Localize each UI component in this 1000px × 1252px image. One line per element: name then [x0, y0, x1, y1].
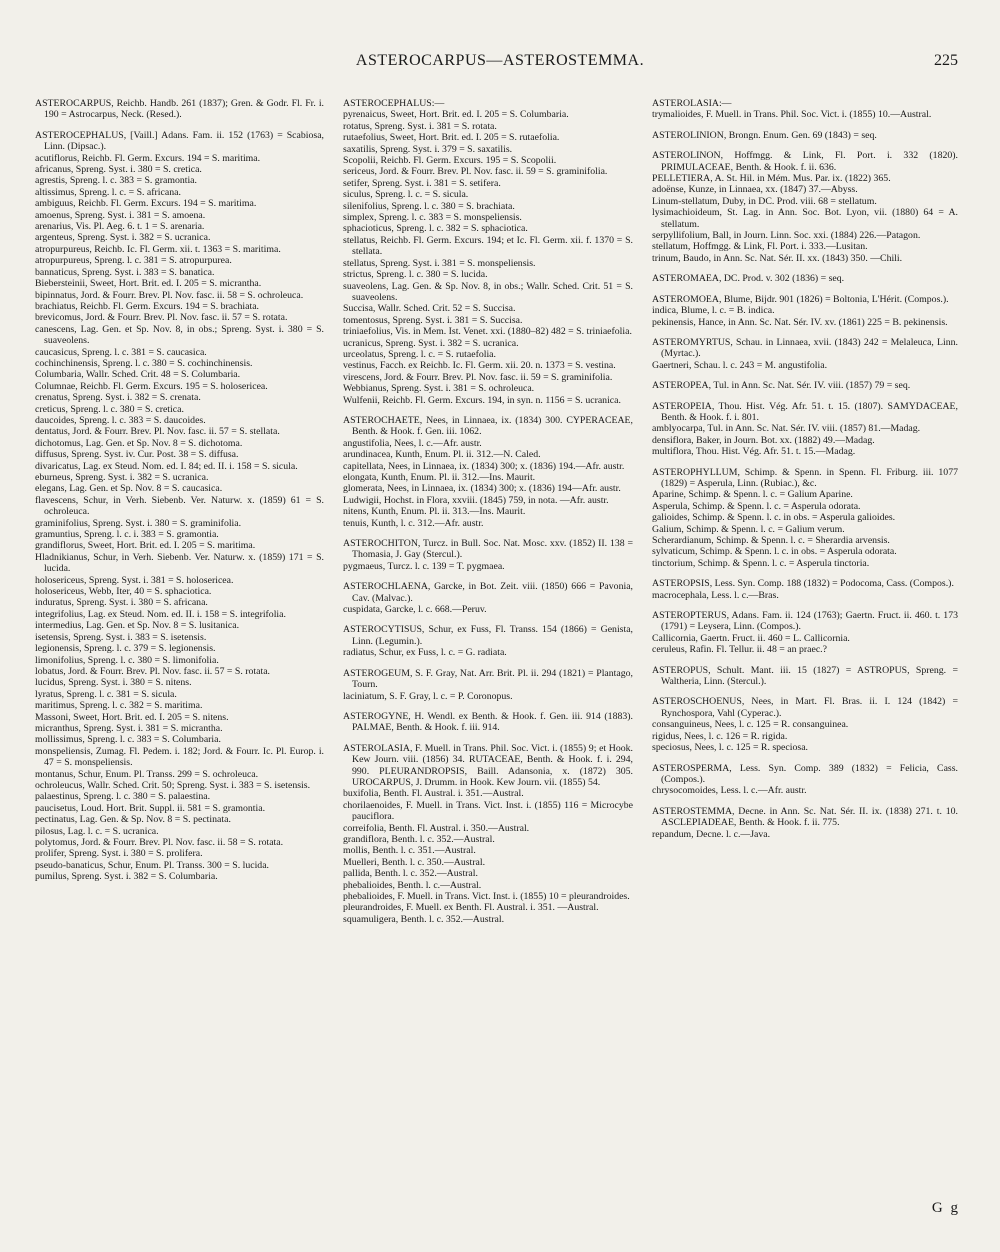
page-number: 225	[934, 52, 958, 69]
index-entry: glomerata, Nees, in Linnaea, ix. (1834) 300; x. (1836) 194—Afr. austr.	[343, 483, 621, 495]
index-entry: squamuligera, Benth. l. c. 352.—Austral.	[343, 913, 505, 925]
index-entry: agrestis, Spreng. l. c. 383 = S. gramontia.	[35, 175, 197, 187]
index-entry: ASTEROPSIS, Less. Syn. Comp. 188 (1832) = Podocoma, Cass. (Compos.).	[652, 578, 954, 590]
index-entry: bannaticus, Spreng. Syst. i. 383 = S. banatica.	[35, 266, 215, 278]
index-entry: Ludwigii, Hochst. in Flora, xxviii. (1845) 759, in nota. —Afr. austr.	[343, 494, 609, 506]
index-entry: cochinchinensis, Spreng. l. c. 380 = S. cochinchinensis.	[35, 357, 253, 369]
index-entry: rutaefolius, Sweet, Hort. Brit. ed. I. 205 = S. rutaefolia.	[343, 132, 560, 144]
index-entry: micranthus, Spreng. Syst. i. 381 = S. micrantha.	[35, 722, 223, 734]
index-entry: mollis, Benth. l. c. 351.—Austral.	[343, 845, 476, 857]
index-entry: grandiflorus, Sweet, Hort. Brit. ed. I. 205 = S. maritima.	[35, 540, 256, 552]
index-entry: altissimus, Spreng. l. c. = S. africana.	[35, 186, 181, 198]
index-entry: stellatus, Reichb. Fl. Germ. Excurs. 194; et Ic. Fl. Germ. xii. f. 1370 = S. stellata.	[343, 234, 633, 258]
index-entry: rotatus, Spreng. Syst. i. 381 = S. rotata.	[343, 120, 497, 132]
index-entry: induratus, Spreng. Syst. i. 380 = S. africana.	[35, 597, 208, 609]
index-entry: Wulfenii, Reichb. Fl. Germ. Excurs. 194, in syn. n. 1156 = S. ucranica.	[343, 394, 621, 406]
index-entry: paucisetus, Loud. Hort. Brit. Suppl. ii. 581 = S. gramontia.	[35, 802, 266, 814]
index-entry: ASTEROCHITON, Turcz. in Bull. Soc. Nat. Mosc. xxv. (1852) II. 138 = Thomasia, J. Gay (Stercul.).	[343, 538, 633, 561]
index-entry: pectinatus, Lag. Gen. & Sp. Nov. 8 = S. pectinata.	[35, 814, 231, 826]
index-entry: holosericeus, Spreng. Syst. i. 381 = S. holosericea.	[35, 574, 234, 586]
signature-mark: G g	[931, 1200, 960, 1216]
index-entry: Asperula, Schimp. & Spenn. l. c. = Asperula odorata.	[652, 500, 861, 512]
index-entry: ASTEROCHAETE, Nees, in Linnaea, ix. (1834) 300. CYPERACEAE, Benth. & Hook. f. Gen. iii. 1062.	[343, 414, 633, 438]
index-entry: ASTEROCEPHALUS:—	[343, 98, 445, 109]
index-entry: sphacioticus, Spreng. l. c. 382 = S. sphaciotica.	[343, 223, 528, 235]
index-entry: prolifer, Spreng. Syst. i. 380 = S. prolifera.	[35, 848, 203, 860]
index-entry: sylvaticum, Schimp. & Spenn. l. c. in obs. = Asperula odorata.	[652, 546, 897, 558]
index-entry: caucasicus, Spreng. l. c. 381 = S. caucasica.	[35, 346, 207, 358]
index-entry: ASTEROPUS, Schult. Mant. iii. 15 (1827) = ASTROPUS, Spreng. = Waltheria, Linn. (Stercul.).	[652, 664, 958, 688]
index-entry: siculus, Spreng. l. c. = S. sicula.	[343, 189, 469, 201]
index-entry: buxifolia, Benth. Fl. Austral. i. 351.—Austral.	[343, 788, 524, 800]
index-entry: arundinacea, Kunth, Enum. Pl. ii. 312.—N. Caled.	[343, 449, 541, 461]
index-entry: galioides, Schimp. & Spenn. l. c. in obs. = Asperula galioides.	[652, 512, 896, 524]
index-entry: Callicornia, Gaertn. Fruct. ii. 460 = L. Callicornia.	[652, 632, 850, 644]
index-entry: phebalioides, F. Muell. in Trans. Vict. Inst. i. (1855) 10 = pleurandroides.	[343, 891, 630, 902]
index-entry: dichotomus, Lag. Gen. et Sp. Nov. 8 = S. dichotoma.	[35, 437, 243, 449]
index-entry: limonifolius, Spreng. l. c. 380 = S. limonifolia.	[35, 654, 219, 666]
index-entry: Biebersteinii, Sweet, Hort. Brit. ed. I. 205 = S. micrantha.	[35, 278, 262, 290]
index-entry: Columbaria, Wallr. Sched. Crit. 48 = S. Columbaria.	[35, 369, 241, 381]
index-entry: triniaefolius, Vis. in Mem. Ist. Venet. xxi. (1880–82) 482 = S. triniaefolia.	[343, 326, 632, 338]
index-entry: tenuis, Kunth, l. c. 312.—Afr. austr.	[343, 517, 484, 529]
index-entry: brevicomus, Jord. & Fourr. Brev. Pl. Nov. fasc. ii. 57 = S. rotata.	[35, 312, 288, 324]
index-entry: amoenus, Spreng. Syst. i. 381 = S. amoena.	[35, 209, 206, 221]
index-entry: pleurandroides, F. Muell. ex Benth. Fl. Austral. i. 351. —Austral.	[343, 902, 599, 914]
index-entry: lobatus, Jord. & Fourr. Brev. Pl. Nov. fasc. ii. 57 = S. rotata.	[35, 665, 271, 677]
index-entry: acutiflorus, Reichb. Fl. Germ. Excurs. 194 = S. maritima.	[35, 152, 261, 164]
index-entry: lyratus, Spreng. l. c. 381 = S. sicula.	[35, 688, 177, 700]
index-entry: suaveolens, Lag. Gen. & Sp. Nov. 8, in obs.; Wallr. Sched. Crit. 51 = S. suaveolens.	[343, 280, 633, 303]
index-entry: chrysocomoides, Less. l. c.—Afr. austr.	[652, 785, 807, 797]
index-entry: ASTEROPEIA, Thou. Hist. Vég. Afr. 51. t. 15. (1807). SAMYDACEAE, Benth. & Hook. f. i. 801.	[652, 400, 958, 423]
index-entry: gramuntius, Spreng. l. c. i. 383 = S. gramontia.	[35, 529, 219, 541]
index-entry: pseudo-banaticus, Schur, Enum. Pl. Transs. 300 = S. lucida.	[35, 859, 269, 871]
index-entry: cuspidata, Garcke, l. c. 668.—Peruv.	[343, 604, 487, 616]
index-entry: diffusus, Spreng. Syst. iv. Cur. Post. 38 = S. diffusa.	[35, 449, 239, 461]
index-entry: pallida, Benth. l. c. 352.—Austral.	[343, 868, 478, 880]
index-entry: atropurpureus, Spreng. l. c. 381 = S. atropurpurea.	[35, 255, 232, 267]
index-entry: strictus, Spreng. l. c. 380 = S. lucida.	[343, 269, 488, 281]
index-entry: Aparine, Schimp. & Spenn. l. c. = Galium Aparine.	[652, 489, 853, 501]
index-entry: pygmaeus, Turcz. l. c. 139 = T. pygmaea.	[343, 560, 505, 572]
index-entry: graminifolius, Spreng. Syst. i. 380 = S. graminifolia.	[35, 517, 242, 529]
index-entry: correifolia, Benth. Fl. Austral. i. 350.—Austral.	[343, 822, 530, 834]
index-entry: macrocephala, Less. l. c.—Bras.	[652, 589, 779, 601]
index-entry: simplex, Spreng. l. c. 383 = S. monspeliensis.	[343, 212, 522, 224]
index-entry: divaricatus, Lag. ex Steud. Nom. ed. I. 84; ed. II. i. 158 = S. sicula.	[35, 460, 298, 472]
index-entry: intermedius, Lag. Gen. et Sp. Nov. 8 = S. lusitanica.	[35, 620, 240, 632]
index-entry: sericeus, Jord. & Fourr. Brev. Pl. Nov. fasc. ii. 59 = S. graminifolia.	[343, 166, 608, 178]
index-entry: ASTEROCEPHALUS, [Vaill.] Adans. Fam. ii. 152 (1763) = Scabiosa, Linn. (Dipsac.).	[35, 129, 324, 153]
index-entry: canescens, Lag. Gen. et Sp. Nov. 8, in obs.; Spreng. Syst. i. 380 = S. suaveolens.	[35, 323, 324, 347]
index-entry: ASTEROGYNE, H. Wendl. ex Benth. & Hook. f. Gen. iii. 914 (1883). PALMAE, Benth. & Hook. f. iii. 914.	[343, 710, 633, 734]
index-entry: virescens, Jord. & Fourr. Brev. Pl. Nov. fasc. ii. 59 = S. graminifolia.	[343, 371, 613, 383]
index-entry: ASTEROPHYLLUM, Schimp. & Spenn. in Spenn. Fl. Friburg. iii. 1077 (1829) = Asperula, Linn. (Rubiac.), &c.	[652, 466, 958, 489]
index-entry: ASTEROCYTISUS, Schur, ex Fuss, Fl. Transs. 154 (1866) = Genista, Linn. (Legumin.).	[343, 624, 633, 647]
index-entry: palaestinus, Spreng. l. c. 380 = S. palaestina.	[35, 791, 211, 803]
index-entry: ASTEROSPERMA, Less. Syn. Comp. 389 (1832) = Felicia, Cass. (Compos.).	[652, 762, 958, 785]
index-entry: vestinus, Facch. ex Reichb. Ic. Fl. Germ. xii. 20. n. 1373 = S. vestina.	[343, 360, 616, 372]
index-entry: serpyllifolium, Ball, in Journ. Linn. Soc. xxi. (1884) 226.—Patagon.	[652, 230, 921, 242]
index-entry: polytomus, Jord. & Fourr. Brev. Pl. Nov. fasc. ii. 58 = S. rotata.	[35, 837, 284, 848]
column-3	[652, 98, 958, 840]
index-entry: Gaertneri, Schau. l. c. 243 = M. angustifolia.	[652, 359, 828, 371]
index-entry: indica, Blume, l. c. = B. indica.	[652, 305, 775, 317]
index-entry: repandum, Decne. l. c.—Java.	[652, 828, 771, 840]
index-entry: Columnae, Reichb. Fl. Germ. Excurs. 195 = S. holosericea.	[35, 380, 268, 392]
index-entry: PELLETIERA, A. St. Hil. in Mém. Mus. Par. ix. (1822) 365.	[652, 173, 891, 185]
index-entry: pyrenaicus, Sweet, Hort. Brit. ed. I. 205 = S. Columbaria.	[343, 109, 569, 121]
index-entry: Linum-stellatum, Duby, in DC. Prod. viii. 68 = stellatum.	[652, 195, 877, 207]
index-entry: radiatus, Schur, ex Fuss, l. c. = G. radiata.	[343, 647, 507, 659]
index-entry: ASTEROLINON, Hoffmgg. & Link, Fl. Port. i. 332 (1820). PRIMULACEAE, Benth. & Hook. f. ii. 636.	[652, 150, 958, 173]
index-entry: densiflora, Baker, in Journ. Bot. xx. (1882) 49.—Madag.	[652, 434, 875, 446]
index-entry: arenarius, Vis. Pl. Aeg. 6. t. 1 = S. arenaria.	[35, 221, 205, 233]
index-entry: brachiatus, Reichb. Fl. Germ. Excurs. 194 = S. brachiata.	[35, 300, 259, 312]
index-entry: ucranicus, Spreng. Syst. i. 382 = S. ucranica.	[343, 337, 519, 349]
index-entry: pilosus, Lag. l. c. = S. ucranica.	[35, 825, 159, 837]
index-entry: Massoni, Sweet, Hort. Brit. ed. I. 205 = S. nitens.	[35, 711, 229, 723]
index-entry: argenteus, Spreng. Syst. i. 382 = S. ucranica.	[35, 232, 211, 244]
index-entry: grandiflora, Benth. l. c. 352.—Austral.	[343, 833, 495, 845]
index-entry: consanguineus, Nees, l. c. 125 = R. consanguinea.	[652, 719, 849, 731]
index-entry: bipinnatus, Jord. & Fourr. Brev. Pl. Nov. fasc. ii. 58 = S. ochroleuca.	[35, 289, 304, 301]
index-entry: ASTEROLASIA:—	[652, 98, 732, 109]
index-entry: elongata, Kunth, Enum. Pl. ii. 312.—Ins. Maurit.	[343, 472, 536, 483]
index-entry: crenatus, Spreng. Syst. i. 382 = S. crenata.	[35, 392, 201, 404]
index-entry: creticus, Spreng. l. c. 380 = S. cretica.	[35, 403, 184, 415]
index-entry: urceolatus, Spreng. l. c. = S. rutaefolia.	[343, 348, 496, 360]
index-entry: angustifolia, Nees, l. c.—Afr. austr.	[343, 437, 482, 449]
index-entry: adoënse, Kunze, in Linnaea, xx. (1847) 37.—Abyss.	[652, 184, 858, 196]
index-entry: ceruleus, Rafin. Fl. Tellur. ii. 48 = an praec.?	[652, 644, 827, 656]
index-entry: ASTEROPTERUS, Adans. Fam. ii. 124 (1763); Gaertn. Fruct. ii. 460. t. 173 (1791) = Leysera, Linn. (Compos.).	[652, 610, 958, 633]
index-entry: elegans, Lag. Gen. et Sp. Nov. 8 = S. caucasica.	[35, 483, 223, 495]
index-entry: integrifolius, Lag. ex Steud. Nom. ed. II. i. 158 = S. integrifolia.	[35, 608, 286, 620]
index-entry: ASTEROGEUM, S. F. Gray, Nat. Arr. Brit. Pl. ii. 294 (1821) = Plantago, Tourn.	[343, 667, 633, 691]
index-entry: Muelleri, Benth. l. c. 350.—Austral.	[343, 856, 486, 868]
index-entry: rigidus, Nees, l. c. 126 = R. rigida.	[652, 730, 788, 742]
index-entry: Webbianus, Spreng. Syst. i. 381 = S. ochroleuca.	[343, 383, 535, 395]
index-entry: lucidus, Spreng. Syst. i. 380 = S. nitens.	[35, 677, 192, 689]
index-entry: ASTEROLASIA, F. Muell. in Trans. Phil. Soc. Vict. i. (1855) 9; et Hook. Kew Journ. viii. (1856) 34. RUTACEAE, Benth. & Hook. f. i. 294, 990. PLEURANDROPSIS, Baill. Adansonia, x. (1872) 305. UROCARPUS, J. Drumm. in Hook. Kew Journ. vii. (1855) 54.	[343, 742, 633, 788]
index-entry: ASTEROMAEA, DC. Prod. v. 302 (1836) = seq.	[652, 273, 845, 285]
index-entry: ASTEROMYRTUS, Schau. in Linnaea, xvii. (1843) 242 = Melaleuca, Linn. (Myrtac.).	[652, 336, 958, 360]
index-entry: Hladnikianus, Schur, in Verh. Siebenb. Ver. Naturw. x. (1859) 171 = S. lucida.	[35, 551, 324, 575]
index-entry: legionensis, Spreng. l. c. 379 = S. legionensis.	[35, 643, 216, 655]
index-entry: stellatus, Spreng. Syst. i. 381 = S. monspeliensis.	[343, 257, 536, 269]
index-entry: ASTEROCHLAENA, Garcke, in Bot. Zeit. viii. (1850) 666 = Pavonia, Cav. (Malvac.).	[343, 581, 633, 604]
index-entry: ASTEROLINION, Brongn. Enum. Gen. 69 (1843) = seq.	[652, 129, 877, 141]
index-entry: flavescens, Schur, in Verh. Siebenb. Ver. Naturw. x. (1859) 61 = S. ochroleuca.	[35, 494, 324, 518]
index-entry: speciosus, Nees, l. c. 125 = R. speciosa.	[652, 742, 808, 754]
index-entry: ochroleucus, Wallr. Sched. Crit. 50; Spreng. Syst. i. 383 = S. isetensis.	[35, 779, 311, 791]
index-entry: holosericeus, Webb, Iter, 40 = S. sphaciotica.	[35, 586, 212, 598]
index-entry: tinctorium, Schimp. & Spenn. l. c. = Asperula tinctoria.	[652, 557, 870, 569]
index-entry: africanus, Spreng. Syst. i. 380 = S. cretica.	[35, 164, 202, 176]
index-entry: Scherardianum, Schimp. & Spenn. l. c. = Sherardia arvensis.	[652, 535, 890, 546]
index-entry: nitens, Kunth, Enum. Pl. ii. 313.—Ins. Maurit.	[343, 506, 526, 518]
index-entry: daucoides, Spreng. l. c. 383 = S. daucoides.	[35, 414, 206, 426]
index-entry: trymalioides, F. Muell. in Trans. Phil. Soc. Vict. i. (1855) 10.—Austral.	[652, 109, 932, 121]
index-entry: saxatilis, Spreng. Syst. i. 379 = S. saxatilis.	[343, 143, 513, 155]
index-entry: isetensis, Spreng. Syst. i. 383 = S. isetensis.	[35, 631, 207, 643]
index-entry: multiflora, Thou. Hist. Vég. Afr. 51. t. 15.—Madag.	[652, 446, 856, 458]
index-entry: ASTEROSCHOENUS, Nees, in Mart. Fl. Bras. ii. I. 124 (1842) = Rynchospora, Vahl (Cyperac.).	[652, 696, 958, 719]
index-entry: stellatum, Hoffmgg. & Link, Fl. Port. i. 333.—Lusitan.	[652, 241, 868, 253]
index-entry: laciniatum, S. F. Gray, l. c. = P. Coronopus.	[343, 690, 513, 702]
index-entry: atropurpureus, Reichb. Ic. Fl. Germ. xii. t. 1363 = S. maritima.	[35, 243, 281, 255]
index-entry: tomentosus, Spreng. Syst. i. 381 = S. Succisa.	[343, 314, 523, 326]
index-entry: ASTEROPEA, Tul. in Ann. Sc. Nat. Sér. IV. viii. (1857) 79 = seq.	[652, 380, 911, 392]
index-entry: Scopolii, Reichb. Fl. Germ. Excurs. 195 = S. Scopolii.	[343, 155, 557, 167]
index-entry: trinum, Baudo, in Ann. Sc. Nat. Sér. II. xx. (1843) 350. —Chili.	[652, 252, 903, 264]
index-entry: pumilus, Spreng. Syst. i. 382 = S. Columbaria.	[35, 871, 218, 883]
index-entry: Galium, Schimp. & Spenn. l. c. = Galium verum.	[652, 523, 845, 535]
index-entry: amblyocarpa, Tul. in Ann. Sc. Nat. Sér. IV. viii. (1857) 81.—Madag.	[652, 423, 921, 435]
index-entry: ASTEROSTEMMA, Decne. in Ann. Sc. Nat. Sér. II. ix. (1838) 271. t. 10. ASCLEPIADEAE, Benth. & Hook. f. ii. 775.	[652, 805, 958, 829]
index-entry: ambiguus, Reichb. Fl. Germ. Excurs. 194 = S. maritima.	[35, 198, 257, 210]
index-entry: phebalioides, Benth. l. c.—Austral.	[343, 879, 482, 891]
index-entry: montanus, Schur, Enum. Pl. Transs. 299 = S. ochroleuca.	[35, 768, 259, 780]
index-entry: ASTEROMOEA, Blume, Bijdr. 901 (1826) = Boltonia, L'Hérit. (Compos.).	[652, 293, 949, 305]
index-entry: lysimachioideum, St. Lag. in Ann. Soc. Bot. Lyon, vii. (1880) 64 = A. stellatum.	[652, 207, 958, 230]
index-entry: capitellata, Nees, in Linnaea, ix. (1834) 300; x. (1836) 194.—Afr. austr.	[343, 460, 625, 472]
index-entry: Succisa, Wallr. Sched. Crit. 52 = S. Succisa.	[343, 303, 516, 315]
column-2	[343, 98, 633, 925]
index-entry: mollissimus, Spreng. l. c. 383 = S. Columbaria.	[35, 734, 221, 746]
column-1	[35, 98, 324, 883]
index-entry: maritimus, Spreng. l. c. 382 = S. maritima.	[35, 700, 203, 712]
index-entry: dentatus, Jord. & Fourr. Brev. Pl. Nov. fasc. ii. 57 = S. stellata.	[35, 426, 280, 438]
index-entry: pekinensis, Hance, in Ann. Sc. Nat. Sér. IV. xv. (1861) 225 = B. pekinensis.	[652, 316, 948, 328]
index-entry: setifer, Spreng. Syst. i. 381 = S. setifera.	[343, 177, 501, 189]
index-entry: ASTEROCARPUS, Reichb. Handb. 261 (1837); Gren. & Godr. Fl. Fr. i. 190 = Astrocarpus, Neck. (Resed.).	[35, 98, 324, 121]
index-entry: eburneus, Spreng. Syst. i. 382 = S. ucranica.	[35, 472, 209, 483]
index-entry: chorilaenoides, F. Muell. in Trans. Vict. Inst. i. (1855) 116 = Microcybe pauciflora.	[343, 799, 633, 823]
index-entry: monspeliensis, Zumag. Fl. Pedem. i. 182; Jord. & Fourr. Ic. Pl. Europ. i. 47 = S. monspeliensis.	[35, 745, 324, 769]
index-entry: silenifolius, Spreng. l. c. 380 = S. brachiata.	[343, 200, 515, 212]
running-title: ASTEROCARPUS—ASTEROSTEMMA.	[355, 52, 645, 69]
